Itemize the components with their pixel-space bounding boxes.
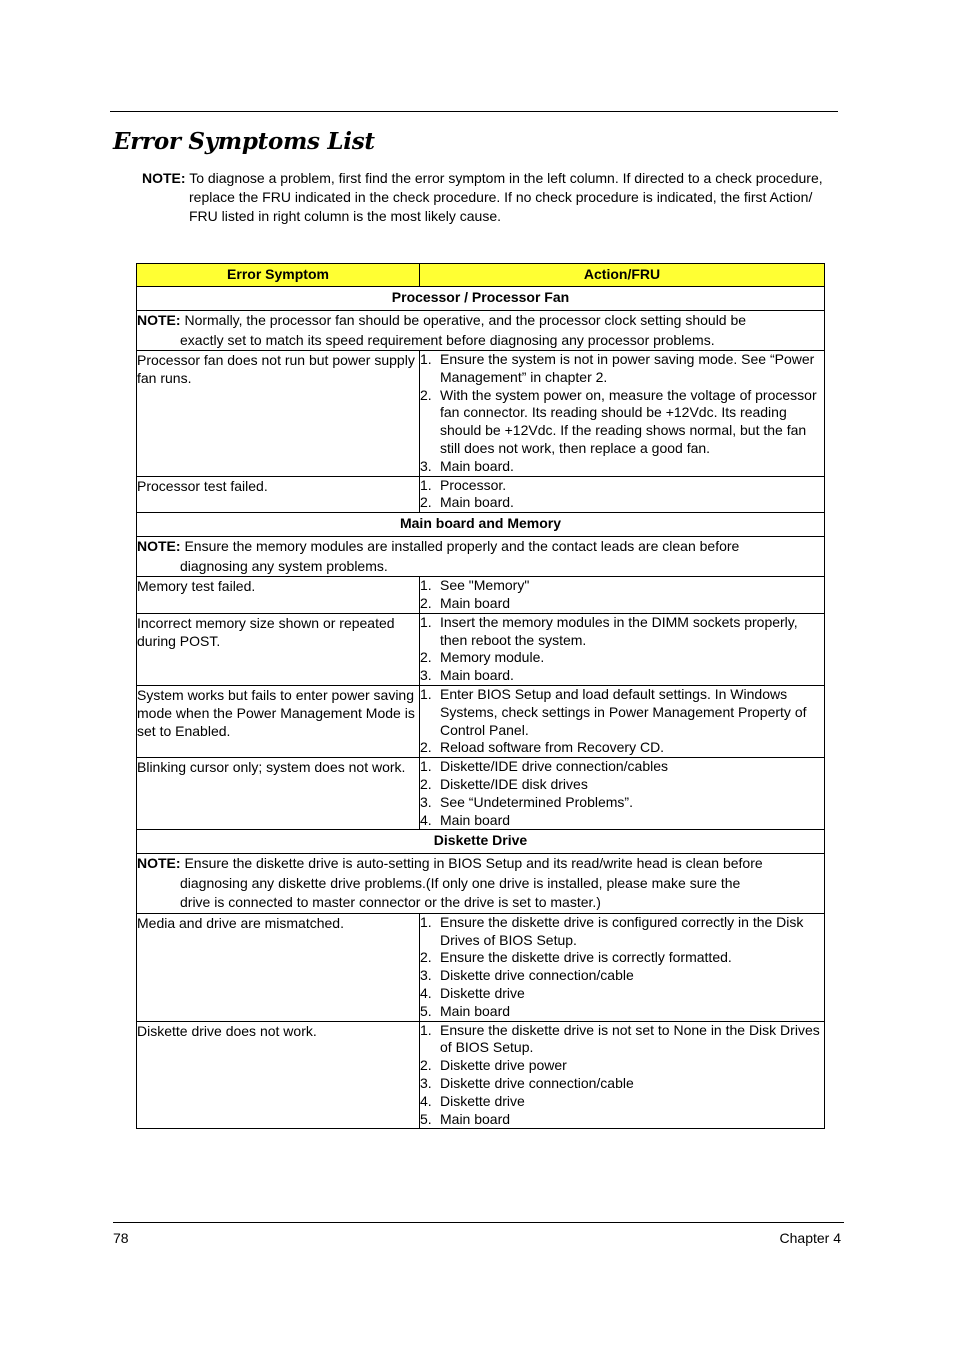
header-error-symptom: Error Symptom (137, 264, 420, 287)
section-note (137, 537, 825, 577)
action-item (420, 739, 824, 757)
action-list (420, 614, 824, 685)
table-row (137, 577, 825, 614)
action-text: Main board. (440, 667, 514, 684)
action-item (420, 387, 824, 458)
note-label: NOTE: (137, 855, 181, 872)
section-note-line-1-wrap (137, 538, 739, 554)
action-text: Diskette drive connection/cable (440, 967, 634, 984)
intro-note-line-1: To diagnose a problem, first find the error symptom in the left column. If directed to a check procedure, (189, 170, 823, 186)
action-text: Reload software from Recovery CD. (440, 739, 665, 756)
action-number: 2. (420, 775, 432, 792)
action-text: Ensure the diskette drive is not set to None in the Disk Drives of BIOS Setup. (440, 1021, 820, 1056)
action-fru-cell (420, 685, 825, 757)
action-number: 2. (420, 949, 432, 966)
action-number: 3. (420, 967, 432, 984)
action-text: Insert the memory modules in the DIMM sockets properly, then reboot the system. (440, 613, 798, 648)
action-text: With the system power on, measure the voltage of processor fan connector. Its reading should be +12Vdc. Its reading should be +12Vdc. If the reading shows normal, but the fan still does not work, then replace a good fan. (440, 386, 817, 456)
action-text: Diskette drive (440, 1092, 525, 1109)
action-number: 1. (420, 758, 432, 775)
action-item (420, 494, 824, 512)
action-fru-cell (420, 476, 825, 513)
section-title: Processor / Processor Fan (137, 287, 825, 311)
error-symptom-cell: Blinking cursor only; system does not work. (137, 758, 420, 830)
action-number: 3. (420, 457, 432, 474)
error-symptom-cell: Memory test failed. (137, 577, 420, 614)
action-number: 2. (420, 649, 432, 666)
section-note-line: Ensure the diskette drive is auto-setting in BIOS Setup and its read/write head is clean before (184, 855, 763, 872)
table-row (137, 1021, 825, 1129)
action-item (420, 985, 824, 1003)
section-note-row (137, 311, 825, 351)
note-label: NOTE: (137, 312, 181, 328)
action-text: See "Memory" (440, 577, 530, 594)
action-list (420, 351, 824, 476)
error-symptom-cell: Incorrect memory size shown or repeated during POST. (137, 613, 420, 685)
section-note-line: drive is connected to master connector or the drive is set to master.) (180, 894, 601, 911)
intro-note-line-2: replace the FRU indicated in the check procedure. If no check procedure is indicated, the first Action/ (189, 189, 813, 205)
action-number: 2. (420, 386, 432, 403)
action-text: Main board (440, 1110, 511, 1127)
action-text: Memory module. (440, 649, 545, 666)
action-text: Diskette/IDE disk drives (440, 775, 588, 792)
note-label: NOTE: (142, 170, 186, 186)
action-number: 1. (420, 1021, 432, 1038)
section-note-row (137, 854, 825, 914)
section-title: Diskette Drive (137, 830, 825, 854)
action-list (420, 1022, 824, 1129)
action-item (420, 1057, 824, 1075)
intro-note (142, 169, 842, 226)
action-number: 2. (420, 494, 432, 511)
action-text: Processor. (440, 476, 507, 493)
table-row (137, 613, 825, 685)
action-number: 5. (420, 1110, 432, 1127)
section-note-line: Normally, the processor fan should be operative, and the processor clock setting should be (184, 312, 747, 328)
intro-note-line-3: FRU listed in right column is the most likely cause. (189, 208, 501, 224)
section-note (137, 311, 825, 351)
action-list (420, 477, 824, 513)
section-note-line-1-wrap (137, 855, 763, 871)
note-label: NOTE: (137, 538, 181, 555)
action-item (420, 949, 824, 967)
action-item (420, 812, 824, 830)
action-number: 2. (420, 594, 432, 611)
table-row (137, 351, 825, 477)
action-item (420, 1003, 824, 1021)
section-title: Main board and Memory (137, 513, 825, 537)
action-text: Main board. (440, 457, 514, 474)
action-number: 4. (420, 985, 432, 1002)
action-item (420, 1022, 824, 1058)
action-number: 2. (420, 739, 432, 756)
action-text: Diskette drive connection/cable (440, 1075, 634, 1091)
action-item (420, 351, 824, 387)
action-list (420, 686, 824, 757)
action-text: Main board (440, 594, 511, 611)
error-symptom-cell: Diskette drive does not work. (137, 1021, 420, 1129)
error-symptom-cell: Media and drive are mismatched. (137, 913, 420, 1021)
table-body (137, 287, 825, 1129)
action-number: 1. (420, 685, 432, 702)
action-text: Main board. (440, 494, 514, 511)
action-list (420, 914, 824, 1021)
action-item (420, 577, 824, 595)
action-item (420, 686, 824, 739)
action-item (420, 914, 824, 950)
action-number: 4. (420, 1092, 432, 1109)
action-number: 3. (420, 793, 432, 810)
section-note-line-1-wrap (137, 312, 746, 328)
action-item (420, 649, 824, 667)
action-item (420, 595, 824, 613)
action-text: Main board (440, 811, 511, 828)
section-note-line: diagnosing any diskette drive problems.(If only one drive is installed, please make sure the (180, 874, 741, 891)
section-note-line: diagnosing any system problems. (180, 557, 388, 574)
action-item (420, 614, 824, 650)
section-title-row (137, 830, 825, 854)
action-number: 1. (420, 577, 432, 594)
action-item (420, 967, 824, 985)
action-text: Enter BIOS Setup and load default settings. In Windows Systems, check settings in Power Management Property of Control Panel. (440, 685, 807, 738)
action-item (420, 794, 824, 812)
action-text: Ensure the system is not in power saving mode. See “Power Management” in chapter 2. (440, 351, 815, 385)
section-note-line: exactly set to match its speed requirement before diagnosing any processor problems. (180, 331, 715, 348)
action-text: Ensure the diskette drive is correctly formatted. (440, 949, 732, 966)
action-list (420, 577, 824, 613)
action-number: 1. (420, 476, 432, 493)
top-rule (110, 111, 838, 112)
action-list (420, 758, 824, 829)
action-item (420, 1093, 824, 1111)
action-fru-cell (420, 351, 825, 477)
action-number: 5. (420, 1002, 432, 1019)
bottom-rule (113, 1222, 844, 1223)
action-item (420, 458, 824, 476)
action-number: 3. (420, 1075, 432, 1091)
action-text: Diskette drive (440, 985, 525, 1002)
action-item (420, 477, 824, 495)
action-number: 1. (420, 351, 432, 367)
action-fru-cell (420, 1021, 825, 1129)
action-text: See “Undetermined Problems”. (440, 793, 633, 810)
action-item (420, 1075, 824, 1093)
action-item (420, 758, 824, 776)
action-number: 3. (420, 667, 432, 684)
action-number: 2. (420, 1057, 432, 1074)
action-text: Diskette/IDE drive connection/cables (440, 758, 668, 775)
action-fru-cell (420, 613, 825, 685)
section-note-line: Ensure the memory modules are installed properly and the contact leads are clean before (184, 538, 740, 555)
error-symptom-cell: Processor test failed. (137, 476, 420, 513)
action-fru-cell (420, 577, 825, 614)
action-text: Main board (440, 1002, 511, 1019)
page-number: 78 (113, 1230, 129, 1246)
action-fru-cell (420, 758, 825, 830)
section-note (137, 854, 825, 914)
section-title-row (137, 287, 825, 311)
action-number: 4. (420, 811, 432, 828)
page-title: Error Symptoms List (113, 128, 375, 155)
chapter-label: Chapter 4 (779, 1230, 841, 1246)
error-symptoms-table (136, 263, 825, 1129)
action-fru-cell (420, 913, 825, 1021)
table-row (137, 758, 825, 830)
table-row (137, 685, 825, 757)
action-number: 1. (420, 913, 432, 930)
table-row (137, 913, 825, 1021)
error-symptom-cell: System works but fails to enter power saving mode when the Power Management Mode is set to Enabled. (137, 685, 420, 757)
section-note-row (137, 537, 825, 577)
action-text: Ensure the diskette drive is configured correctly in the Disk Drives of BIOS Setup. (440, 913, 804, 948)
error-symptom-cell: Processor fan does not run but power supply fan runs. (137, 351, 420, 477)
action-item (420, 667, 824, 685)
action-text: Diskette drive power (440, 1057, 567, 1074)
table-row (137, 476, 825, 513)
table-header-row (137, 264, 825, 287)
section-title-row (137, 513, 825, 537)
action-item (420, 1111, 824, 1129)
action-item (420, 776, 824, 794)
action-number: 1. (420, 613, 432, 630)
header-action-fru: Action/FRU (420, 264, 825, 287)
